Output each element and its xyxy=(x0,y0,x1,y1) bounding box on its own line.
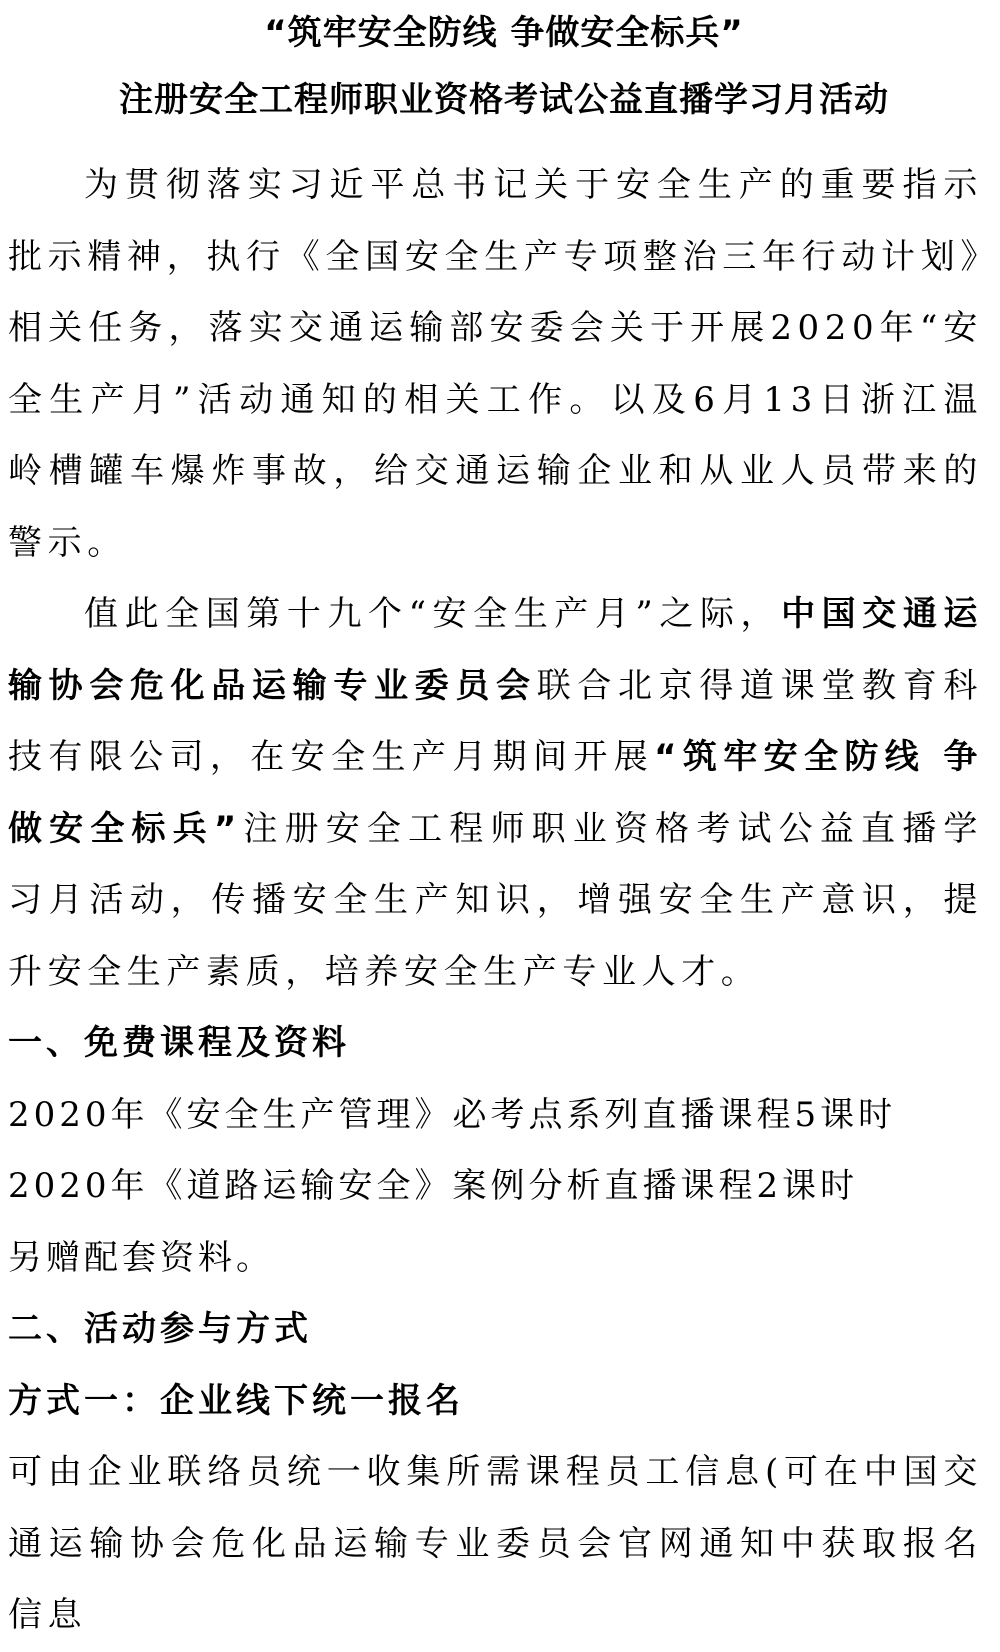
intro-paragraph-1: 为贯彻落实习近平总书记关于安全生产的重要指示批示精神，执行《全国安全生产专项整治三年行动计划》相关任务，落实交通运输部安委会关于开展2020年“安全生产月”活动通知的相关工作。以及6月13日浙江温岭槽罐车爆炸事故，给交通运输企业和从业人员带来的警示。 xyxy=(8,165,983,563)
intro-paragraph-2-part-1: 值此全国第十九个“安全生产月”之际， xyxy=(84,594,782,634)
section-2-heading: 二、活动参与方式 xyxy=(8,1309,312,1349)
intro-paragraph-2 xyxy=(8,579,983,1008)
intro-paragraph-2-part-2: 联合北京得道课堂教育科技有限公司，在安全生产月期间开展 xyxy=(8,665,983,777)
intro-paragraph-2-part-3: 注册安全工程师职业资格考试公益直播学习月活动，传播安全生产知识，增强安全生产意识，提升安全生产素质，培养安全生产专业人才。 xyxy=(8,808,983,992)
section-1-heading: 一、免费课程及资料 xyxy=(8,1023,350,1063)
method-1-text: 可由企业联络员统一收集所需课程员工信息(可在中国交通运输协会危化品运输专业委员会官网通知中获取报名信息 xyxy=(8,1452,983,1635)
course-item-1: 2020年《安全生产管理》必考点系列直播课程5课时 xyxy=(8,1094,897,1135)
method-1-heading: 方式一：企业线下统一报名 xyxy=(8,1380,464,1421)
campaign-name: “筑牢安全防线 争做安全标兵” xyxy=(8,737,983,849)
organizer-name: 中国交通运输协会危化品运输专业委员会 xyxy=(8,594,984,706)
document-title-line-2: 注册安全工程师职业资格考试公益直播学习月活动 xyxy=(119,80,889,120)
materials-note: 另赠配套资料。 xyxy=(8,1237,274,1278)
course-item-2: 2020年《道路运输安全》案例分析直播课程2课时 xyxy=(8,1166,859,1206)
document-title-line-1: “筑牢安全防线 争做安全标兵” xyxy=(264,13,744,53)
